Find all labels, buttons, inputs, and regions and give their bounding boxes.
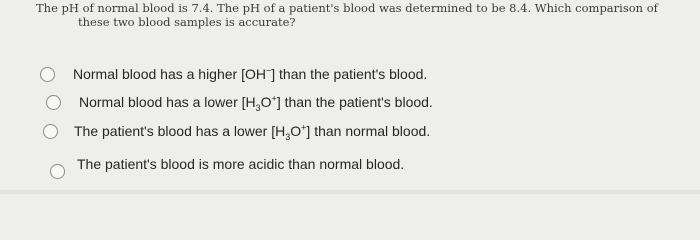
bottom-divider — [0, 190, 700, 194]
answer-option-c[interactable] — [43, 122, 431, 142]
answer-option-d[interactable] — [50, 156, 405, 179]
radio-button-c[interactable] — [43, 124, 58, 139]
radio-button-b[interactable] — [46, 95, 61, 110]
answer-option-d-label: The patient's blood is more acidic than normal blood. — [77, 156, 405, 172]
question-line-1: The pH of normal blood is 7.4. The pH of a patient's blood was determined to be 8.4. Which comparison of — [36, 1, 658, 15]
radio-button-d[interactable] — [50, 164, 65, 179]
answer-option-b[interactable] — [46, 93, 433, 113]
radio-button-a[interactable] — [40, 67, 55, 82]
answer-option-b-label: Normal blood has a lower $[H_3O^+]$ than the patient's blood. — [79, 93, 433, 113]
answer-option-a-label: Normal blood has a higher [OH−] than the patient's blood. — [73, 65, 428, 82]
answer-option-c-label: The patient's blood has a lower $[H_3O^+]$ than normal blood. — [74, 122, 431, 142]
question-line-2: these two blood samples is accurate? — [78, 15, 296, 29]
answer-option-a[interactable] — [40, 66, 427, 82]
question-text — [36, 1, 676, 29]
